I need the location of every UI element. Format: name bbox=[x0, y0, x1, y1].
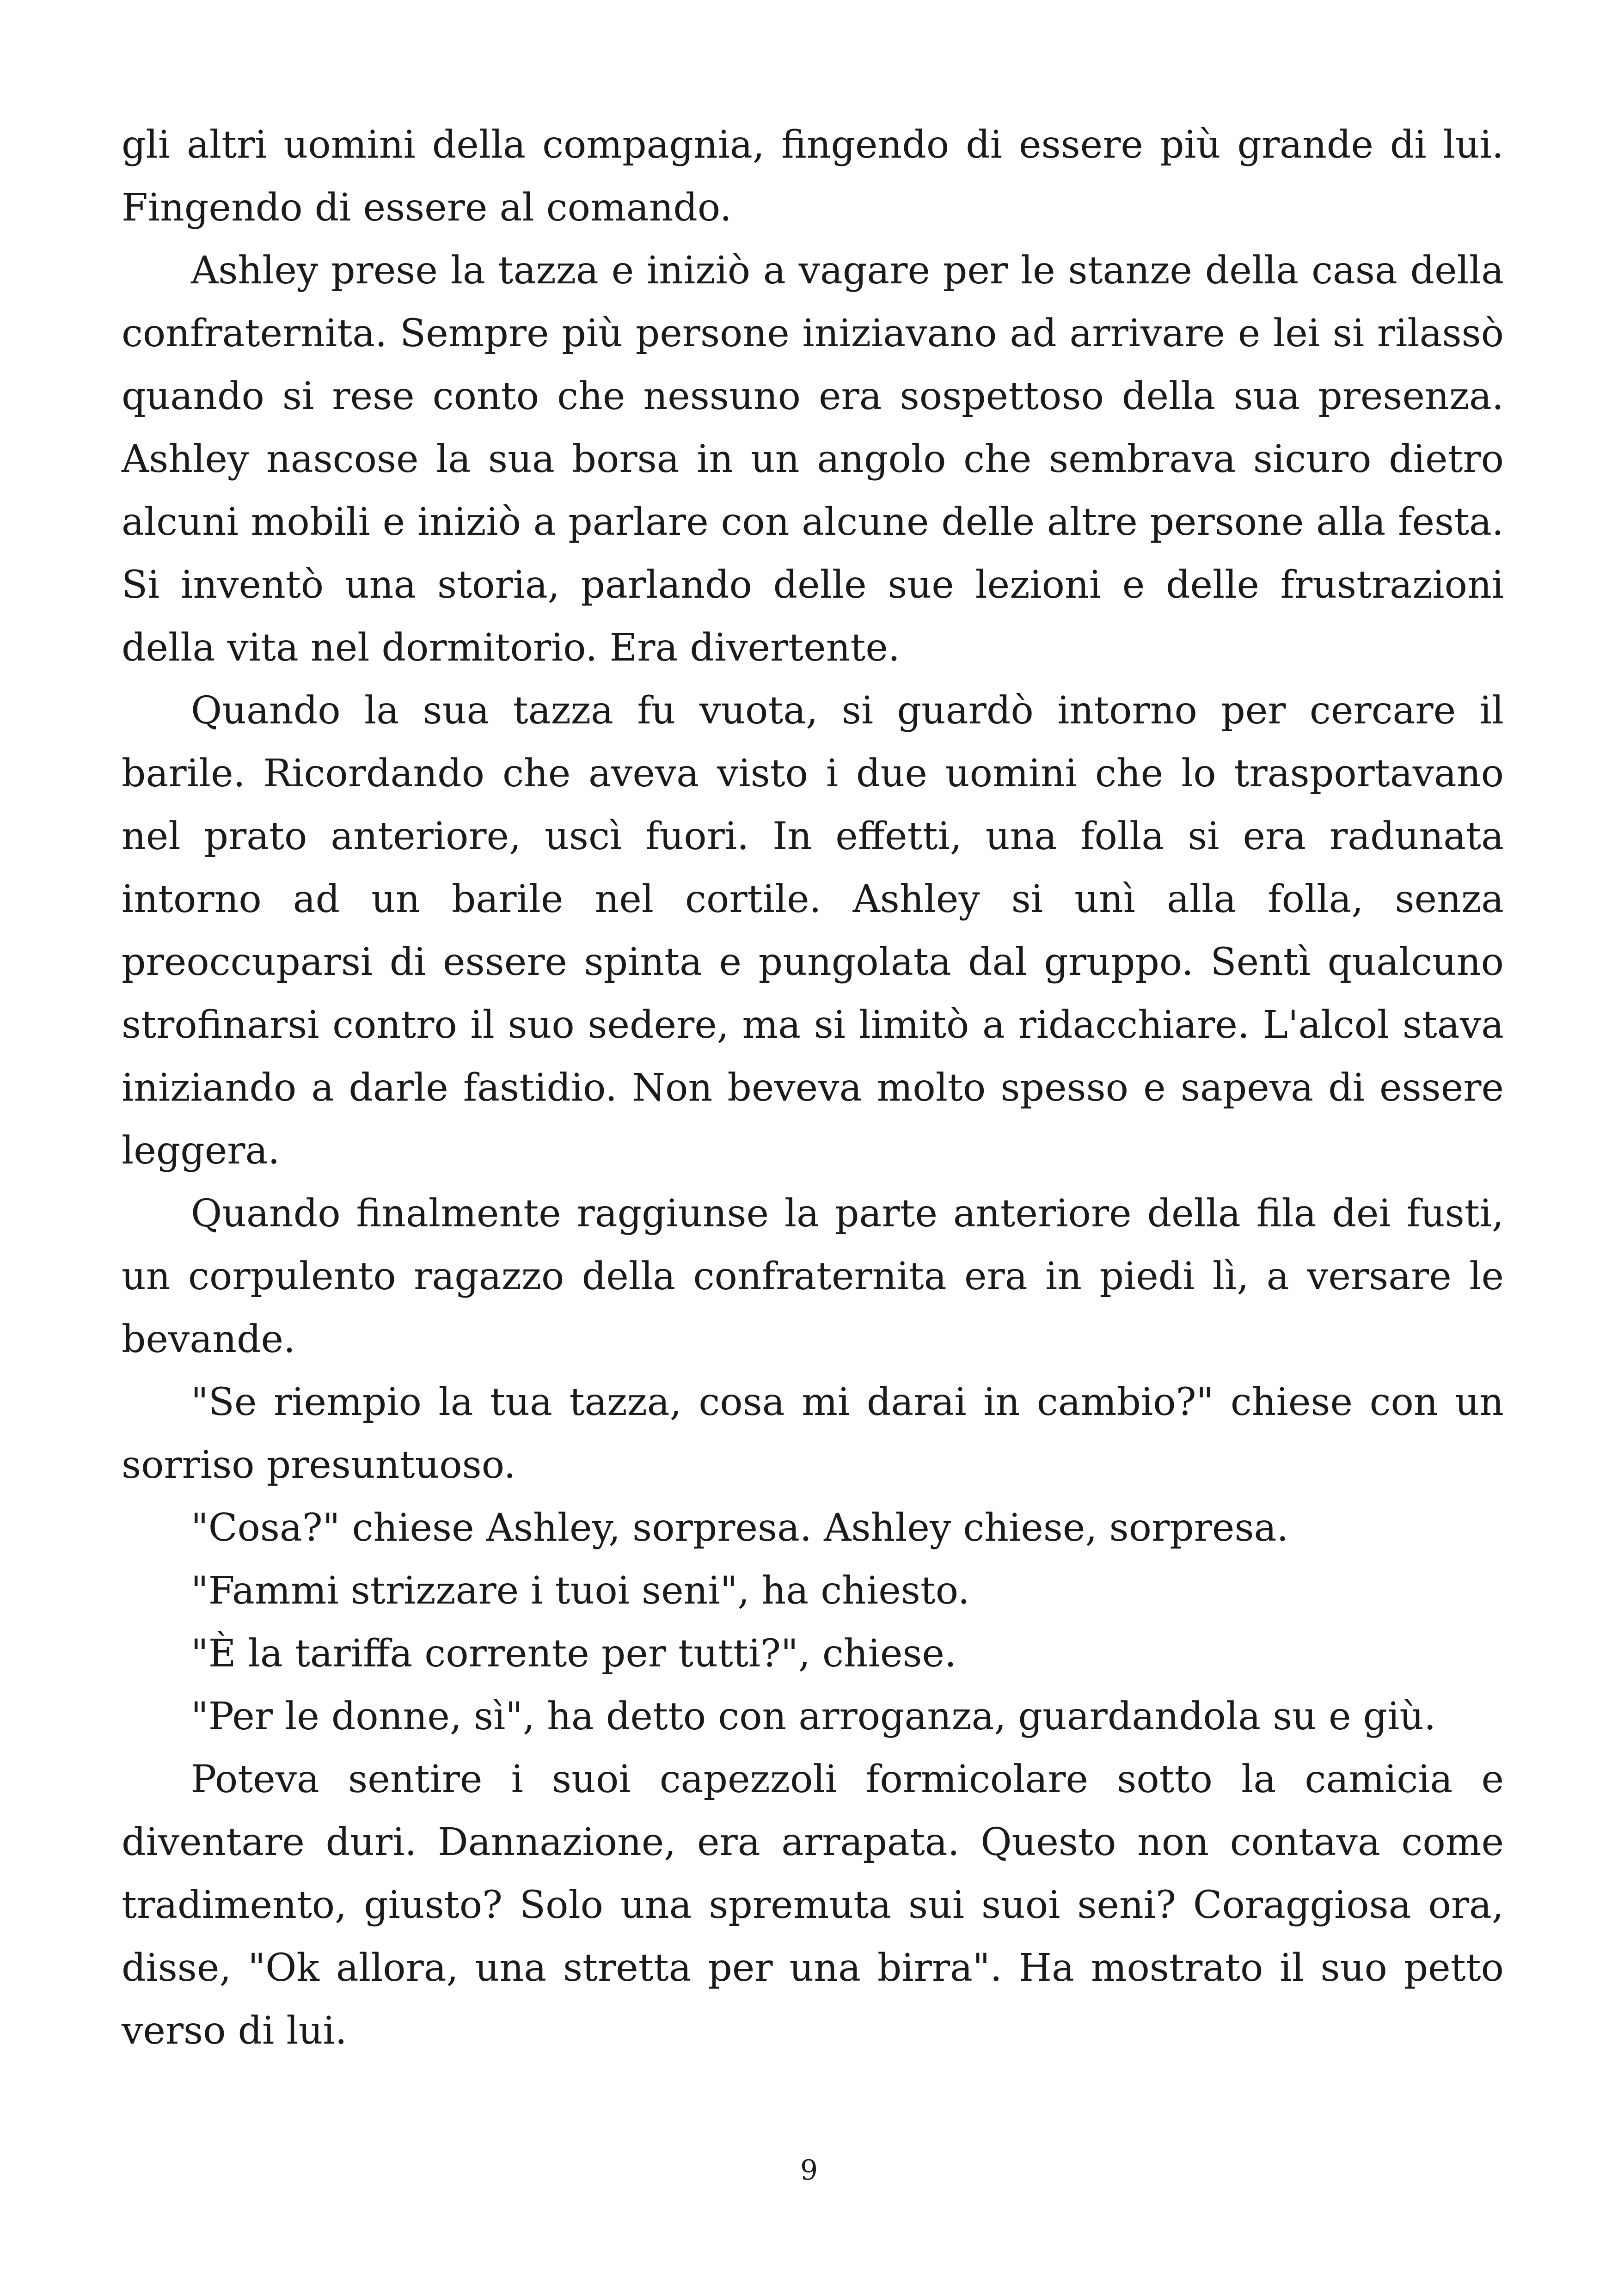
paragraph: "Se riempio la tua tazza, cosa mi darai in cambio?" chiese con un sorriso presuntuoso. bbox=[122, 1380, 1504, 1487]
paragraph: "Per le donne, sì", ha detto con arroganza, guardandola su e giù. bbox=[191, 1695, 1436, 1739]
paragraph: "Fammi strizzare i tuoi seni", ha chiesto. bbox=[191, 1569, 970, 1613]
paragraph: Quando la sua tazza fu vuota, si guardò intorno per cercare il barile. Ricordando che aveva visto i due uomini che lo trasportavano nel prato anteriore, uscì fuori. In effetti, una folla si era radunata intorno ad un barile nel cortile. Ashley si unì alla folla, senza preoccuparsi di essere spinta e pungolata dal gruppo. Sentì qualcuno strofinarsi contro il suo sedere, ma si limitò a ridacchiare. L'alcol stava iniziando a darle fastidio. Non beveva molto spesso e sapeva di essere leggera. bbox=[122, 689, 1504, 1173]
paragraph: Ashley prese la tazza e iniziò a vagare per le stanze della casa della confraternita. Sempre più persone iniziavano ad arrivare e lei si rilassò quando si rese conto che nessuno era sospettoso della sua presenza. Ashley nascose la sua borsa in un angolo che sembrava sicuro dietro alcuni mobili e iniziò a parlare con alcune delle altre persone alla festa. Si inventò una storia, parlando delle sue lezioni e delle frustrazioni della vita nel dormitorio. Era divertente. bbox=[122, 249, 1504, 670]
paragraph: gli altri uomini della compagnia, fingendo di essere più grande di lui. Fingendo di essere al comando. bbox=[122, 123, 1504, 230]
body-text bbox=[122, 114, 1504, 2063]
paragraph: "È la tariffa corrente per tutti?", chiese. bbox=[191, 1632, 957, 1676]
paragraph: Poteva sentire i suoi capezzoli formicolare sotto la camicia e diventare duri. Dannazione, era arrapata. Questo non contava come tradimento, giusto? Solo una spremuta sui suoi seni? Coraggiosa ora, disse, "Ok allora, una stretta per una birra". Ha mostrato il suo petto verso di lui. bbox=[122, 1757, 1504, 2053]
page-number: 9 bbox=[800, 2154, 818, 2186]
paragraph: Quando finalmente raggiunse la parte anteriore della fila dei fusti, un corpulento ragazzo della confraternita era in piedi lì, a versare le bevande. bbox=[122, 1192, 1504, 1361]
paragraph: "Cosa?" chiese Ashley, sorpresa. Ashley chiese, sorpresa. bbox=[191, 1506, 1289, 1550]
